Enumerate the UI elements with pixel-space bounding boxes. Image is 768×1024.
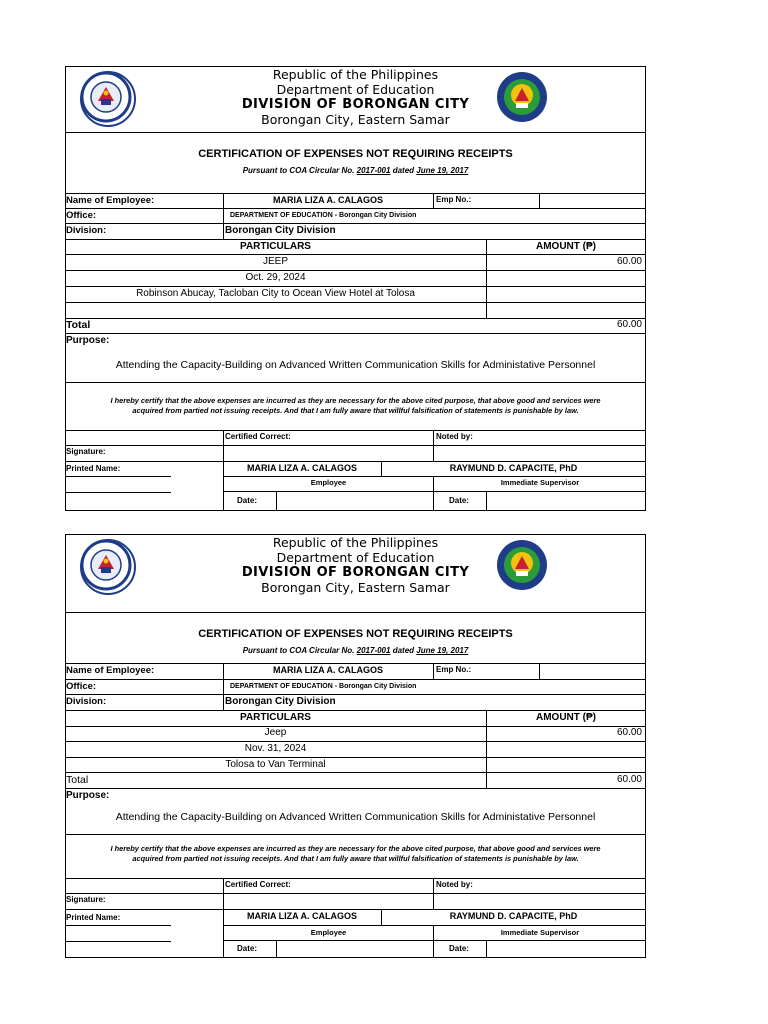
- noted-by-label: Noted by:: [436, 880, 473, 889]
- particular-row-1: JEEP: [262, 256, 288, 267]
- printed-name-label: Printed Name:: [66, 913, 121, 922]
- certification-statement-line-2: acquired from partied not issuing receipts. And that I am fully aware that willful falsification of statements is punishable by law.: [132, 854, 579, 863]
- signature-label: Signature:: [66, 447, 106, 456]
- employee-signature-field[interactable]: [224, 446, 433, 461]
- employee-printed-name: MARIA LIZA A. CALAGOS: [247, 463, 357, 473]
- employee-date-label: Date:: [237, 944, 258, 953]
- employee-date-field[interactable]: [277, 492, 433, 510]
- address-text: Borongan City, Eastern Samar: [261, 112, 450, 127]
- supervisor-signature-field[interactable]: [434, 446, 645, 461]
- employee-date-field[interactable]: [277, 941, 433, 957]
- noted-by-label: Noted by:: [436, 432, 473, 441]
- supervisor-date-field[interactable]: [487, 941, 645, 957]
- supervisor-date-field[interactable]: [487, 492, 645, 510]
- division-label: Division:: [66, 225, 107, 236]
- emp-no-label: Emp No.:: [436, 195, 472, 204]
- certification-statement-line-2: acquired from partied not issuing receipts. And that I am fully aware that willful falsification of statements is punishable by law.: [132, 406, 579, 415]
- supervisor-printed-name: RAYMUND D. CAPACITE, PhD: [449, 911, 578, 921]
- printed-name-label: Printed Name:: [66, 464, 121, 473]
- employee-name-value: MARIA LIZA A. CALAGOS: [273, 665, 383, 675]
- amount-row-1: 60.00: [616, 256, 642, 267]
- expense-certification-form-2: [65, 534, 646, 958]
- emp-no-label: Emp No.:: [436, 665, 472, 674]
- supervisor-role-label: Immediate Supervisor: [500, 478, 580, 487]
- division-label: Division:: [66, 696, 107, 707]
- office-value: DEPARTMENT OF EDUCATION - Borongan City Division: [230, 212, 417, 219]
- supervisor-date-label: Date:: [449, 944, 470, 953]
- republic-text: Republic of the Philippines: [272, 535, 439, 550]
- purpose-label: Purpose:: [66, 335, 110, 346]
- republic-text: Republic of the Philippines: [272, 67, 439, 82]
- employee-printed-name: MARIA LIZA A. CALAGOS: [247, 911, 357, 921]
- total-label: Total: [66, 319, 91, 331]
- employee-name-value: MARIA LIZA A. CALAGOS: [273, 195, 383, 205]
- division-value: Borongan City Division: [225, 696, 336, 707]
- employee-name-label: Name of Employee:: [66, 665, 155, 676]
- expense-certification-form-1: [65, 66, 646, 511]
- amount-header: AMOUNT (₱): [536, 241, 596, 252]
- employee-role-label: Employee: [310, 478, 347, 487]
- supervisor-signature-field[interactable]: [434, 894, 645, 909]
- supervisor-date-label: Date:: [449, 496, 470, 505]
- coa-circular-subtitle: Pursuant to COA Circular No. 2017-001 dated June 19, 2017: [242, 166, 469, 175]
- particular-row-2: Oct. 29, 2024: [245, 272, 306, 283]
- particular-row-1: Jeep: [264, 727, 287, 738]
- certification-statement-line-1: I hereby certify that the above expenses are incurred as they are necessary for the above cited purpose, that above good and services were: [110, 396, 601, 405]
- amount-row-1: 60.00: [616, 727, 642, 738]
- total-label: Total: [66, 774, 89, 786]
- certification-statement-line-1: I hereby certify that the above expenses are incurred as they are necessary for the above cited purpose, that above good and services were: [110, 844, 601, 853]
- division-title: DIVISION OF BORONGAN CITY: [241, 97, 470, 112]
- purpose-label: Purpose:: [66, 790, 110, 801]
- employee-name-label: Name of Employee:: [66, 195, 155, 206]
- particular-row-3: Robinson Abucay, Tacloban City to Ocean View Hotel at Tolosa: [136, 288, 415, 299]
- supervisor-role-label: Immediate Supervisor: [500, 928, 580, 937]
- department-text: Department of Education: [276, 550, 435, 565]
- address-text: Borongan City, Eastern Samar: [261, 580, 450, 595]
- employee-role-label: Employee: [310, 928, 347, 937]
- supervisor-printed-name: RAYMUND D. CAPACITE, PhD: [449, 463, 578, 473]
- office-value: DEPARTMENT OF EDUCATION - Borongan City Division: [230, 683, 417, 690]
- coa-circular-subtitle: Pursuant to COA Circular No. 2017-001 dated June 19, 2017: [242, 646, 469, 655]
- certified-correct-label: Certified Correct:: [225, 432, 291, 441]
- department-text: Department of Education: [276, 82, 435, 97]
- office-label: Office:: [66, 210, 97, 221]
- division-value: Borongan City Division: [225, 225, 336, 236]
- certified-correct-label: Certified Correct:: [225, 880, 291, 889]
- total-value: 60.00: [616, 319, 642, 330]
- employee-date-label: Date:: [237, 496, 258, 505]
- particular-row-2: Nov. 31, 2024: [244, 743, 307, 754]
- employee-signature-field[interactable]: [224, 894, 433, 909]
- purpose-text: Attending the Capacity-Building on Advanced Written Communication Skills for Administative Personnel: [115, 811, 596, 823]
- particulars-header: PARTICULARS: [240, 241, 311, 252]
- division-title: DIVISION OF BORONGAN CITY: [241, 565, 470, 580]
- certification-title: CERTIFICATION OF EXPENSES NOT REQUIRING RECEIPTS: [198, 148, 513, 160]
- total-value: 60.00: [616, 774, 642, 785]
- signature-label: Signature:: [66, 895, 106, 904]
- office-label: Office:: [66, 681, 97, 692]
- purpose-text: Attending the Capacity-Building on Advanced Written Communication Skills for Administative Personnel: [115, 359, 596, 371]
- particular-row-3: Tolosa to Van Terminal: [225, 759, 326, 770]
- particulars-header: PARTICULARS: [240, 712, 311, 723]
- amount-header: AMOUNT (₱): [536, 712, 596, 723]
- certification-title: CERTIFICATION OF EXPENSES NOT REQUIRING RECEIPTS: [198, 628, 513, 640]
